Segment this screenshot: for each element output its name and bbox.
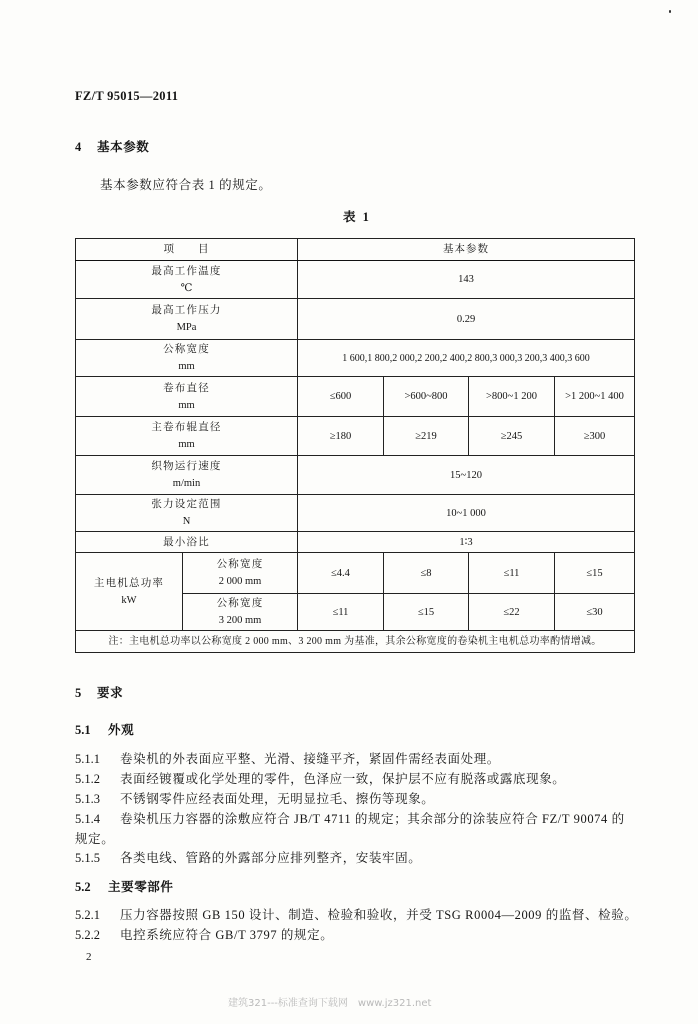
row-value: ≤30	[555, 594, 635, 631]
row-value: ≤15	[555, 553, 635, 594]
clause-number: 5.2.2	[75, 928, 100, 942]
row-value: ≥245	[469, 417, 555, 456]
row-value: ≤11	[298, 594, 384, 631]
section-number: 4	[75, 140, 82, 154]
row-value: 1∶3	[298, 532, 635, 553]
row-label: 最小浴比	[76, 532, 298, 553]
table-row	[76, 417, 635, 456]
sub-label: 公称宽度	[216, 598, 264, 609]
clause-number: 5.1.5	[75, 851, 100, 865]
clause-number: 5.1.4	[75, 812, 100, 826]
sub-value: 2 000 mm	[218, 576, 262, 587]
row-label-cell	[76, 456, 298, 495]
row-value: ≥219	[384, 417, 469, 456]
subsection-number: 5.1	[75, 723, 91, 737]
table-row	[76, 495, 635, 532]
row-unit: ℃	[180, 282, 193, 294]
clause-number: 5.1.3	[75, 792, 100, 806]
clause-5-1-1	[75, 751, 500, 767]
sub-label-cell	[183, 553, 298, 594]
clause-text: 卷染机压力容器的涂敷应符合 JB/T 4711 的规定；其余部分的涂装应符合 FZ/T 90074 的	[120, 812, 625, 826]
row-value: ≤600	[298, 377, 384, 417]
row-label-cell	[76, 417, 298, 456]
table-row	[76, 299, 635, 340]
row-unit: kW	[121, 594, 137, 606]
table-row	[76, 532, 635, 553]
clause-text: 各类电线、管路的外露部分应排列整齐，安装牢固。	[120, 851, 422, 865]
subsection-title: 主要零部件	[108, 880, 174, 894]
row-value: ≤11	[469, 553, 555, 594]
row-unit: m/min	[172, 478, 201, 489]
row-unit: mm	[178, 399, 195, 411]
row-unit: mm	[178, 361, 195, 372]
clause-5-2-2	[75, 927, 333, 943]
row-unit: mm	[178, 439, 195, 450]
header-params: 基本参数	[298, 239, 635, 261]
row-value: 1 600,1 800,2 000,2 200,2 400,2 800,3 000,3 200,3 400,3 600	[298, 340, 635, 377]
row-value: ≤8	[384, 553, 469, 594]
subsection-5-1-heading	[75, 722, 134, 738]
table-row	[76, 553, 635, 594]
table-row	[76, 456, 635, 495]
motor-power-label-cell	[76, 553, 183, 631]
row-label: 主卷布辊直径	[151, 422, 222, 433]
clause-number: 5.1.1	[75, 752, 100, 766]
row-label: 公称宽度	[163, 344, 210, 355]
table-row	[76, 377, 635, 417]
row-label: 卷布直径	[163, 382, 210, 394]
header-item: 项 目	[76, 239, 298, 261]
row-value: ≥180	[298, 417, 384, 456]
clause-5-1-2	[75, 771, 565, 787]
row-label-cell	[76, 299, 298, 340]
section-title: 要求	[97, 686, 124, 700]
row-value: 0.29	[298, 299, 635, 340]
page-number: 2	[86, 951, 92, 963]
clause-text: 压力容器按照 GB 150 设计、制造、检验和验收，并受 TSG R0004—2009 的监督、检验。	[120, 908, 638, 922]
clause-5-1-4	[75, 811, 625, 827]
row-label-cell	[76, 261, 298, 299]
sub-label: 公称宽度	[216, 559, 264, 570]
running-header: FZ/T 95015—2011	[75, 89, 179, 103]
clause-5-2-1	[75, 907, 637, 923]
row-value: ≤15	[384, 594, 469, 631]
clause-number: 5.1.2	[75, 772, 100, 786]
table-note-row	[76, 631, 635, 653]
table-note: 注：主电机总功率以公称宽度 2 000 mm、3 200 mm 为基准，其余公称宽度的卷染机主电机总功率酌情增减。	[76, 631, 635, 653]
table-row	[76, 261, 635, 299]
sub-value: 3 200 mm	[218, 615, 262, 626]
section-number: 5	[75, 686, 82, 700]
clause-text: 卷染机的外表面应平整、光滑、接缝平齐，紧固件需经表面处理。	[120, 752, 500, 766]
section-title: 基本参数	[97, 140, 150, 154]
row-label: 最高工作压力	[151, 305, 222, 316]
row-label-cell	[76, 495, 298, 532]
scan-speck	[669, 10, 671, 13]
watermark: 建筑321---标准查询下载网 www.jz321.net	[228, 998, 432, 1009]
row-value: >800~1 200	[469, 377, 555, 417]
table-caption: 表 1	[343, 210, 371, 224]
row-label-cell	[76, 340, 298, 377]
subsection-number: 5.2	[75, 880, 91, 894]
clause-5-1-5	[75, 850, 421, 866]
clause-number: 5.2.1	[75, 908, 100, 922]
row-label: 主电机总功率	[93, 577, 165, 589]
section-4-intro	[100, 177, 272, 193]
row-label: 最高工作温度	[151, 265, 222, 277]
row-label: 张力设定范围	[151, 499, 222, 510]
parameters-table	[75, 238, 635, 653]
row-value: 15~120	[298, 456, 635, 495]
section-4-heading	[75, 139, 149, 155]
sub-label-cell	[183, 594, 298, 631]
intro-text: 基本参数应符合表 1 的规定。	[100, 178, 272, 192]
table-header-row	[76, 239, 635, 261]
row-label-cell	[76, 377, 298, 417]
row-label: 织物运行速度	[151, 461, 222, 472]
row-value: 143	[298, 261, 635, 299]
table-row	[76, 340, 635, 377]
clause-text-continuation: 规定。	[75, 832, 115, 846]
row-unit: MPa	[176, 322, 197, 333]
row-unit: N	[182, 516, 191, 527]
clause-text: 表面经镀覆或化学处理的零件，色泽应一致，保护层不应有脱落或露底现象。	[120, 772, 566, 786]
row-value: >1 200~1 400	[555, 377, 635, 417]
clause-text: 电控系统应符合 GB/T 3797 的规定。	[120, 928, 334, 942]
section-5-heading	[75, 685, 123, 701]
clause-5-1-3	[75, 791, 434, 807]
row-value: >600~800	[384, 377, 469, 417]
subsection-5-2-heading	[75, 879, 174, 895]
subsection-title: 外观	[108, 723, 135, 737]
row-value: ≤4.4	[298, 553, 384, 594]
clause-text: 不锈钢零件应经表面处理，无明显拉毛、擦伤等现象。	[120, 792, 435, 806]
row-value: 10~1 000	[298, 495, 635, 532]
row-value: ≤22	[469, 594, 555, 631]
clause-5-1-4-continuation	[75, 831, 114, 847]
row-value: ≥300	[555, 417, 635, 456]
